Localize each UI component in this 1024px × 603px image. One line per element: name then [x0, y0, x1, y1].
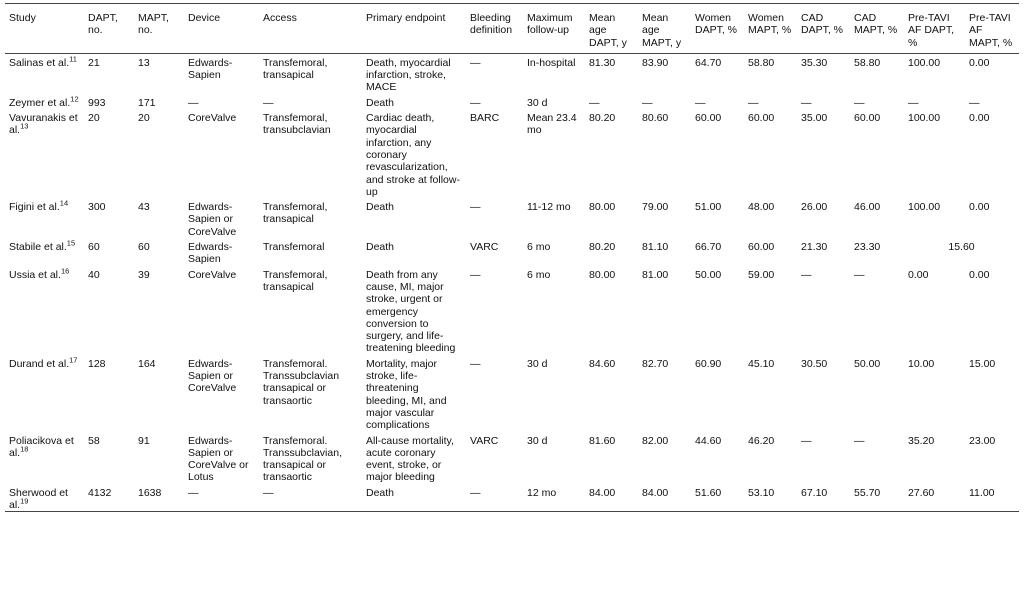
cell-af-dapt: 0.00: [908, 268, 929, 281]
cell-cad-dapt: 67.10: [801, 486, 828, 499]
column-header: Bleeding definition: [470, 12, 513, 37]
cell-cad-mapt: 46.00: [854, 201, 881, 214]
cell-device: Edwards-Sapien or CoreValve or Lotus: [188, 434, 249, 484]
cell-cad-mapt: —: [854, 434, 865, 447]
cell-dapt-no: 20: [88, 112, 100, 125]
study-cell: [5, 484, 84, 512]
column-header: Study: [9, 12, 36, 24]
cell-cad-mapt: —: [854, 268, 865, 281]
cell-age-dapt: 80.00: [589, 268, 616, 281]
cell-followup: 30 d: [527, 357, 548, 370]
cell-women-dapt: 66.70: [695, 241, 722, 254]
cell-af-dapt: 100.00: [908, 56, 941, 69]
cell-cad-dapt: 30.50: [801, 357, 828, 370]
column-header: Women MAPT, %: [748, 12, 792, 37]
cell-af-mapt: 15.00: [969, 357, 996, 370]
cell-endpoint: Mortality, major stroke, life-threatening bleeding, MI, and major vascular complications: [366, 357, 447, 432]
cell-cad-dapt: —: [801, 434, 812, 447]
cell-dapt-no: 993: [88, 96, 106, 109]
cell-bleeding: —: [470, 201, 481, 214]
cell-dapt-no: 4132: [88, 486, 112, 499]
cell-mapt-no: 39: [138, 268, 150, 281]
cell-dapt-no: 60: [88, 241, 100, 254]
cell-cad-dapt: 21.30: [801, 241, 828, 254]
reference-number: 16: [60, 266, 70, 276]
cell-endpoint: Cardiac death, myocardial infarction, any coronary revascularization, and stroke at follow-up: [366, 112, 460, 198]
study-name: Ussia et al.: [9, 268, 61, 281]
cell-women-mapt: 60.00: [748, 112, 775, 125]
cell-mapt-no: 91: [138, 434, 150, 447]
study-cell: [5, 266, 84, 355]
study-name: Vavuranakis et al.: [9, 112, 78, 137]
cell-women-dapt: 50.00: [695, 268, 722, 281]
study-cell: [5, 53, 84, 93]
cell-af-mapt: 0.00: [969, 112, 990, 125]
cell-women-mapt: 48.00: [748, 201, 775, 214]
column-header: Access: [263, 12, 297, 24]
cell-access: Transfemoral: [263, 241, 325, 254]
cell-age-mapt: 79.00: [642, 201, 669, 214]
cell-device: —: [188, 96, 199, 109]
column-header: Primary endpoint: [366, 12, 446, 24]
table-row: [5, 94, 1019, 109]
cell-af-dapt: 35.20: [908, 434, 935, 447]
cell-bleeding: BARC: [470, 112, 500, 125]
column-header: Mean age DAPT, y: [589, 12, 627, 49]
cell-bleeding: —: [470, 268, 481, 281]
cell-af-dapt: 27.60: [908, 486, 935, 499]
cell-dapt-no: 58: [88, 434, 100, 447]
cell-af-mapt: 11.00: [969, 486, 995, 499]
cell-cad-dapt: —: [801, 268, 812, 281]
study-name: Zeymer et al.: [9, 96, 71, 109]
column-header: CAD DAPT, %: [801, 12, 844, 37]
table-row: [5, 355, 1019, 432]
cell-mapt-no: 60: [138, 241, 150, 254]
cell-bleeding: —: [470, 357, 481, 370]
cell-endpoint: Death: [366, 201, 395, 214]
cell-access: —: [263, 96, 274, 109]
cell-women-dapt: 64.70: [695, 56, 722, 69]
cell-device: Edwards-Sapien: [188, 241, 233, 266]
cell-women-dapt: —: [695, 96, 706, 109]
cell-age-dapt: 80.00: [589, 201, 616, 214]
study-name: Poliacikova et al.: [9, 434, 74, 459]
cell-followup: 30 d: [527, 434, 548, 447]
study-cell: [5, 198, 84, 238]
cell-cad-dapt: —: [801, 96, 812, 109]
cell-women-dapt: 44.60: [695, 434, 722, 447]
cell-af-dapt: 100.00: [908, 112, 941, 125]
column-header: Pre-TAVI AF DAPT, %: [908, 12, 955, 49]
reference-number: 19: [20, 496, 29, 506]
cell-af-dapt: 10.00: [908, 357, 935, 370]
table-header-row: [5, 4, 1019, 54]
cell-dapt-no: 21: [88, 56, 100, 69]
cell-women-mapt: 59.00: [748, 268, 775, 281]
cell-age-mapt: 83.90: [642, 56, 669, 69]
cell-women-mapt: 46.20: [748, 434, 775, 447]
cell-endpoint: All-cause mortality, acute coronary event, stroke, or major bleeding: [366, 434, 454, 484]
cell-age-dapt: 84.00: [589, 486, 616, 499]
cell-device: Edwards-Sapien: [188, 56, 233, 82]
column-header: Device: [188, 12, 221, 24]
cell-women-mapt: —: [748, 96, 759, 109]
study-name: Sherwood et al.: [9, 486, 68, 511]
cell-women-dapt: 60.90: [695, 357, 722, 370]
column-header: CAD MAPT, %: [854, 12, 898, 37]
cell-cad-mapt: 50.00: [854, 357, 881, 370]
cell-device: CoreValve: [188, 268, 237, 281]
cell-access: Transfemoral, transubclavian: [263, 112, 331, 137]
cell-af-mapt: —: [969, 96, 980, 109]
cell-followup: 6 mo: [527, 268, 551, 281]
table-row: [5, 432, 1019, 484]
table-row: [5, 238, 1019, 266]
column-header: Women DAPT, %: [695, 12, 738, 37]
cell-age-mapt: 82.00: [642, 434, 669, 447]
cell-dapt-no: 128: [88, 357, 106, 370]
cell-device: —: [188, 486, 199, 499]
cell-endpoint: Death: [366, 96, 395, 109]
cell-af-mapt: 0.00: [969, 56, 990, 69]
cell-cad-dapt: 35.30: [801, 56, 828, 69]
cell-bleeding: —: [470, 486, 481, 499]
reference-number: 15: [66, 238, 76, 248]
cell-women-mapt: 60.00: [748, 241, 775, 254]
cell-mapt-no: 1638: [138, 486, 162, 499]
cell-followup: 30 d: [527, 96, 548, 109]
cell-age-mapt: 81.10: [642, 241, 669, 254]
table-body: [5, 53, 1019, 511]
cell-device: Edwards-Sapien or CoreValve: [188, 357, 237, 395]
cell-women-mapt: 53.10: [748, 486, 775, 499]
cell-dapt-no: 40: [88, 268, 100, 281]
cell-age-dapt: —: [589, 96, 600, 109]
cell-cad-mapt: 23.30: [854, 241, 881, 254]
column-header: Pre-TAVI AF MAPT, %: [969, 12, 1013, 49]
cell-women-mapt: 58.80: [748, 56, 775, 69]
table-row: [5, 198, 1019, 238]
column-header: MAPT, no.: [138, 12, 169, 37]
cell-mapt-no: 171: [138, 96, 156, 109]
study-cell: [5, 432, 84, 484]
cell-age-dapt: 81.30: [589, 56, 616, 69]
cell-followup: 12 mo: [527, 486, 557, 499]
cell-age-dapt: 81.60: [589, 434, 616, 447]
cell-endpoint: Death: [366, 241, 395, 254]
table-row: [5, 266, 1019, 355]
column-header: Mean age MAPT, y: [642, 12, 682, 49]
study-cell: [5, 355, 84, 432]
reference-number: 11: [69, 54, 77, 64]
cell-access: —: [263, 486, 274, 499]
table-row: [5, 484, 1019, 512]
cell-bleeding: VARC: [470, 434, 499, 447]
cell-women-dapt: 51.60: [695, 486, 722, 499]
cell-af-mapt: 23.00: [969, 434, 996, 447]
cell-access: Transfemoral, transapical: [263, 268, 328, 293]
cell-cad-mapt: 58.80: [854, 56, 881, 69]
cell-bleeding: VARC: [470, 241, 499, 254]
cell-access: Transfemoral, transapical: [263, 56, 328, 82]
cell-age-dapt: 80.20: [589, 241, 616, 254]
study-name: Durand et al.: [9, 357, 70, 370]
study-name: Figini et al.: [9, 201, 60, 214]
cell-af-mapt: 0.00: [969, 201, 990, 214]
cell-mapt-no: 20: [138, 112, 150, 125]
cell-af-dapt: —: [908, 96, 919, 109]
cell-age-mapt: 82.70: [642, 357, 669, 370]
reference-number: 14: [59, 198, 69, 208]
cell-access: Transfemoral, transapical: [263, 201, 328, 226]
cell-age-mapt: 80.60: [642, 112, 669, 125]
cell-cad-mapt: 60.00: [854, 112, 881, 125]
comparison-table-container: [5, 3, 1019, 512]
column-header: DAPT, no.: [88, 12, 118, 37]
cell-af-dapt: 100.00: [908, 201, 941, 214]
reference-number: 17: [69, 355, 78, 365]
cell-endpoint: Death, myocardial infarction, stroke, MACE: [366, 56, 451, 94]
cell-women-mapt: 45.10: [748, 357, 775, 370]
cell-followup: Mean 23.4 mo: [527, 112, 577, 137]
cell-women-dapt: 60.00: [695, 112, 722, 125]
cell-age-mapt: 84.00: [642, 486, 669, 499]
cell-device: CoreValve: [188, 112, 237, 125]
cell-af-mapt: 0.00: [969, 268, 990, 281]
column-header: Maximum follow-up: [527, 12, 573, 37]
cell-endpoint: Death from any cause, MI, major stroke, urgent or emergency conversion to surgery, and life-treatening bleeding: [366, 268, 456, 355]
cell-mapt-no: 43: [138, 201, 150, 214]
cell-age-dapt: 80.20: [589, 112, 616, 125]
cell-followup: In-hospital: [527, 56, 576, 69]
study-name: Salinas et al.: [9, 56, 70, 69]
cell-cad-mapt: 55.70: [854, 486, 881, 499]
cell-mapt-no: 164: [138, 357, 156, 370]
cell-cad-mapt: —: [854, 96, 865, 109]
cell-access: Transfemoral. Transsubclavian transapical or transaortic: [263, 357, 340, 407]
cell-followup: 11-12 mo: [527, 201, 571, 214]
study-comparison-table: [5, 3, 1019, 512]
cell-cad-dapt: 26.00: [801, 201, 828, 214]
cell-endpoint: Death: [366, 486, 395, 499]
study-cell: [5, 238, 84, 266]
reference-number: 18: [20, 444, 29, 454]
cell-dapt-no: 300: [88, 201, 106, 214]
study-cell: [5, 94, 84, 109]
cell-bleeding: —: [470, 96, 481, 109]
cell-af-merged: 15.60: [948, 241, 975, 254]
cell-access: Transfemoral. Transsubclavian, transapical or transaortic: [263, 434, 342, 484]
table-row: [5, 53, 1019, 93]
cell-age-dapt: 84.60: [589, 357, 616, 370]
cell-bleeding: —: [470, 56, 481, 69]
cell-device: Edwards-Sapien or CoreValve: [188, 201, 237, 238]
study-cell: [5, 109, 84, 198]
cell-cad-dapt: 35.00: [801, 112, 828, 125]
cell-age-mapt: 81.00: [642, 268, 669, 281]
reference-number: 13: [20, 121, 29, 131]
cell-followup: 6 mo: [527, 241, 551, 254]
table-row: [5, 109, 1019, 198]
cell-women-dapt: 51.00: [695, 201, 722, 214]
cell-age-mapt: —: [642, 96, 653, 109]
reference-number: 12: [70, 94, 79, 104]
cell-mapt-no: 13: [138, 56, 150, 69]
study-name: Stabile et al.: [9, 241, 67, 254]
